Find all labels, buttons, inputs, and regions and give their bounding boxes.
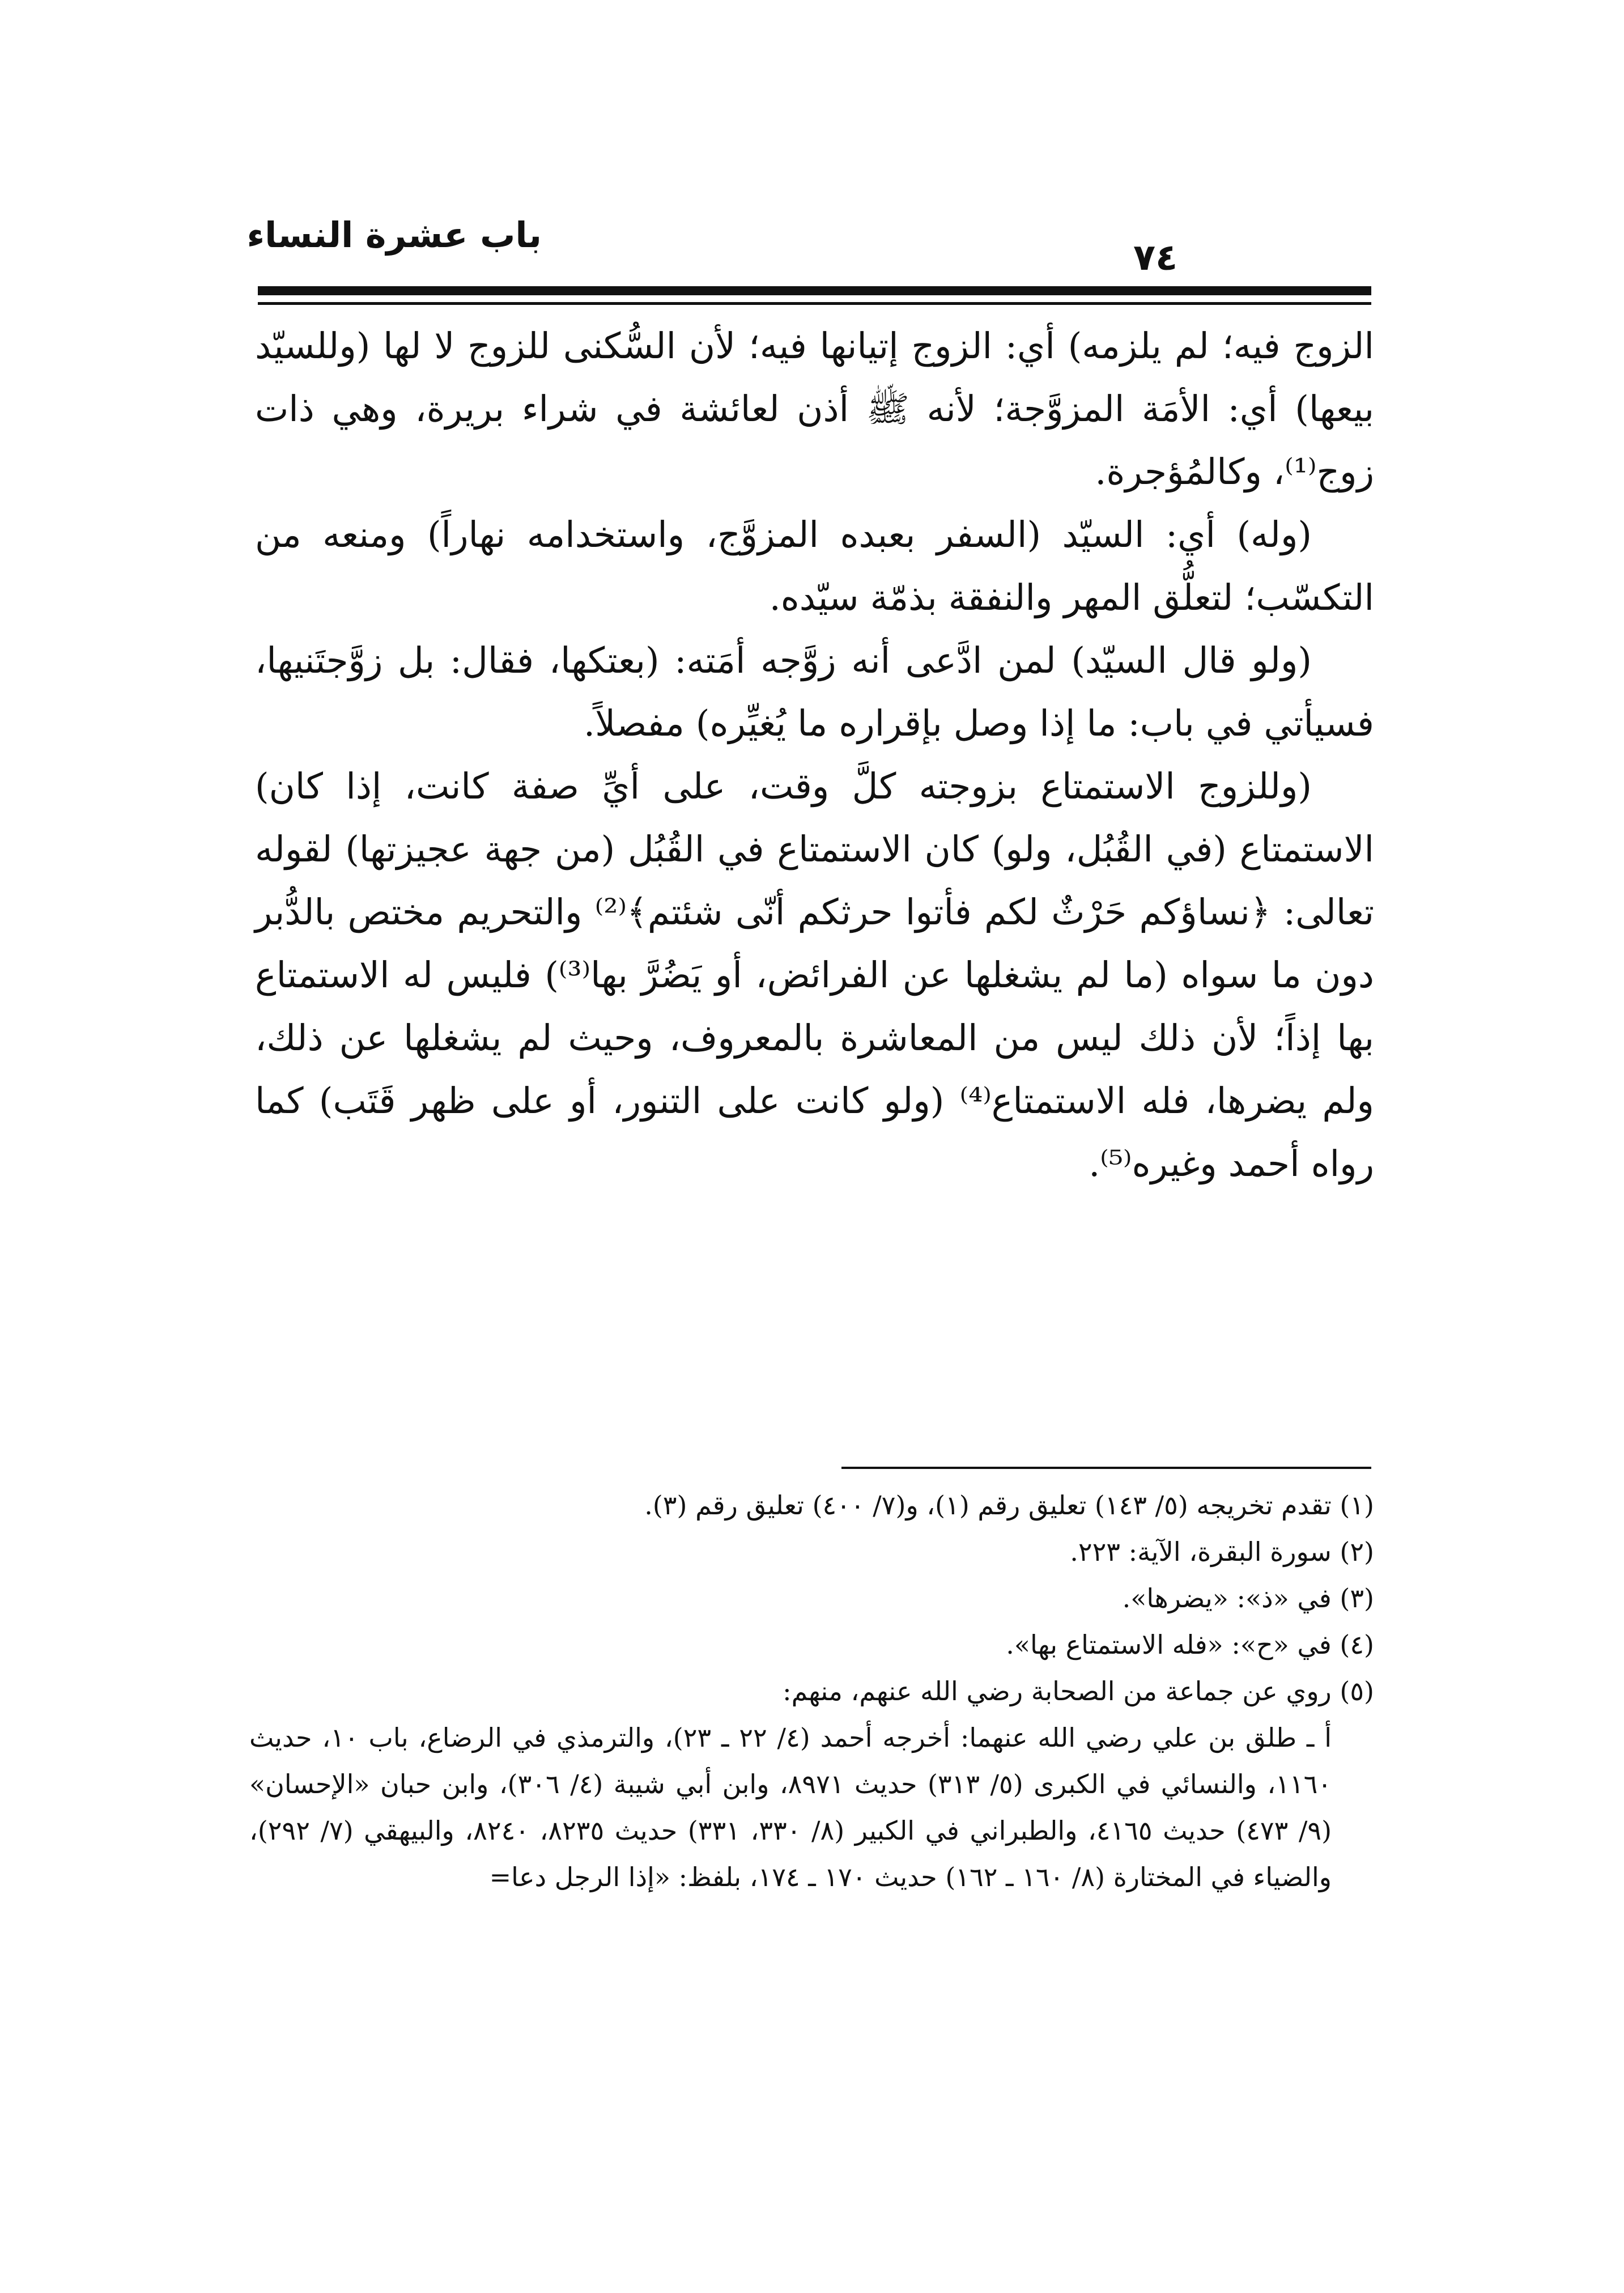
footnotes — [249, 1482, 1374, 1900]
footnote-subitem: أ ـ طلق بن علي رضي الله عنهما: أخرجه أحمد (٤/ ٢٢ ـ ٢٣)، والترمذي في الرضاع، باب ١٠، حديث ١١٦٠، والنسائي في الكبرى (٥/ ٣١٣) حديث ٨٩٧١، وابن أبي شيبة (٤/ ٣٠٦)، وابن حبان «الإحسان» (٩/ ٤٧٣) حديث ٤١٦٥، والطبراني في الكبير (٨/ ٣٣٠، ٣٣١) حديث ٨٢٣٥، ٨٢٤٠، والبيهقي (٧/ ٢٩٢)، والضياء في المختارة (٨/ ١٦٠ ـ ١٦٢) حديث ١٧٠ ـ ١٧٤، بلفظ: «إذا الرجل دعا= — [249, 1722, 1332, 1892]
footnote: (٢) سورة البقرة، الآية: ٢٢٣. — [1070, 1536, 1374, 1567]
running-title: باب عشرة النساء — [246, 214, 542, 256]
footnote: (٥) روي عن جماعة من الصحابة رضي الله عنهم، منهم: — [783, 1676, 1374, 1706]
paragraph: (ولو قال السيّد) لمن ادَّعى أنه زوَّجه أمَته: (بعتكها، فقال: بل زوَّجتَنيها، فسيأتي في باب: ما إذا وصل بإقراره ما يُغيِّره) مفصلاً. — [255, 640, 1374, 744]
footnote: (١) تقدم تخريجه (٥/ ١٤٣) تعليق رقم (١)، و(٧/ ٤٠٠) تعليق رقم (٣). — [644, 1490, 1374, 1521]
paragraph: الزوج فيه؛ لم يلزمه) أي: الزوج إتيانها فيه؛ لأن السُّكنى للزوج لا لها (وللسيّد بيعها) أي: الأمَة المزوَّجة؛ لأنه ﷺ أذن لعائشة في شراء بريرة، وهي ذات زوج⁽¹⁾، وكالمُؤجرة. — [255, 325, 1374, 492]
footnote-separator — [841, 1467, 1371, 1469]
header-rule — [258, 286, 1371, 295]
header-rule-thin — [258, 302, 1371, 305]
paragraph: (وللزوج الاستمتاع بزوجته كلَّ وقت، على أيِّ صفة كانت، إذا كان) الاستمتاع (في القُبُل، ولو) كان الاستمتاع في القُبُل (من جهة عجيزتها) لقوله تعالى: ﴿نساؤكم حَرْثٌ لكم فأتوا حرثكم أنّى شئتم﴾⁽²⁾ والتحريم مختص بالدُّبر دون ما سواه (ما لم يشغلها عن الفرائض، أو يَضُرَّ بها⁽³⁾) فليس له الاستمتاع بها إذاً؛ لأن ذلك ليس من المعاشرة بالمعروف، وحيث لم يشغلها عن ذلك، ولم يضرها، فله الاستمتاع⁽⁴⁾ (ولو كانت على التنور، أو على ظهر قَتَب) كما رواه أحمد وغيره⁽⁵⁾. — [255, 766, 1375, 1184]
page-number: ٧٤ — [1133, 237, 1178, 279]
main-text — [255, 315, 1374, 1195]
footnote: (٣) في «ذ»: «يضرها». — [1122, 1583, 1374, 1613]
footnote: (٤) في «ح»: «فله الاستمتاع بها». — [1006, 1629, 1374, 1660]
paragraph: (وله) أي: السيّد (السفر بعبده المزوَّج، واستخدامه نهاراً) ومنعه من التكسّب؛ لتعلُّق المهر والنفقة بذمّة سيّده. — [255, 514, 1374, 618]
